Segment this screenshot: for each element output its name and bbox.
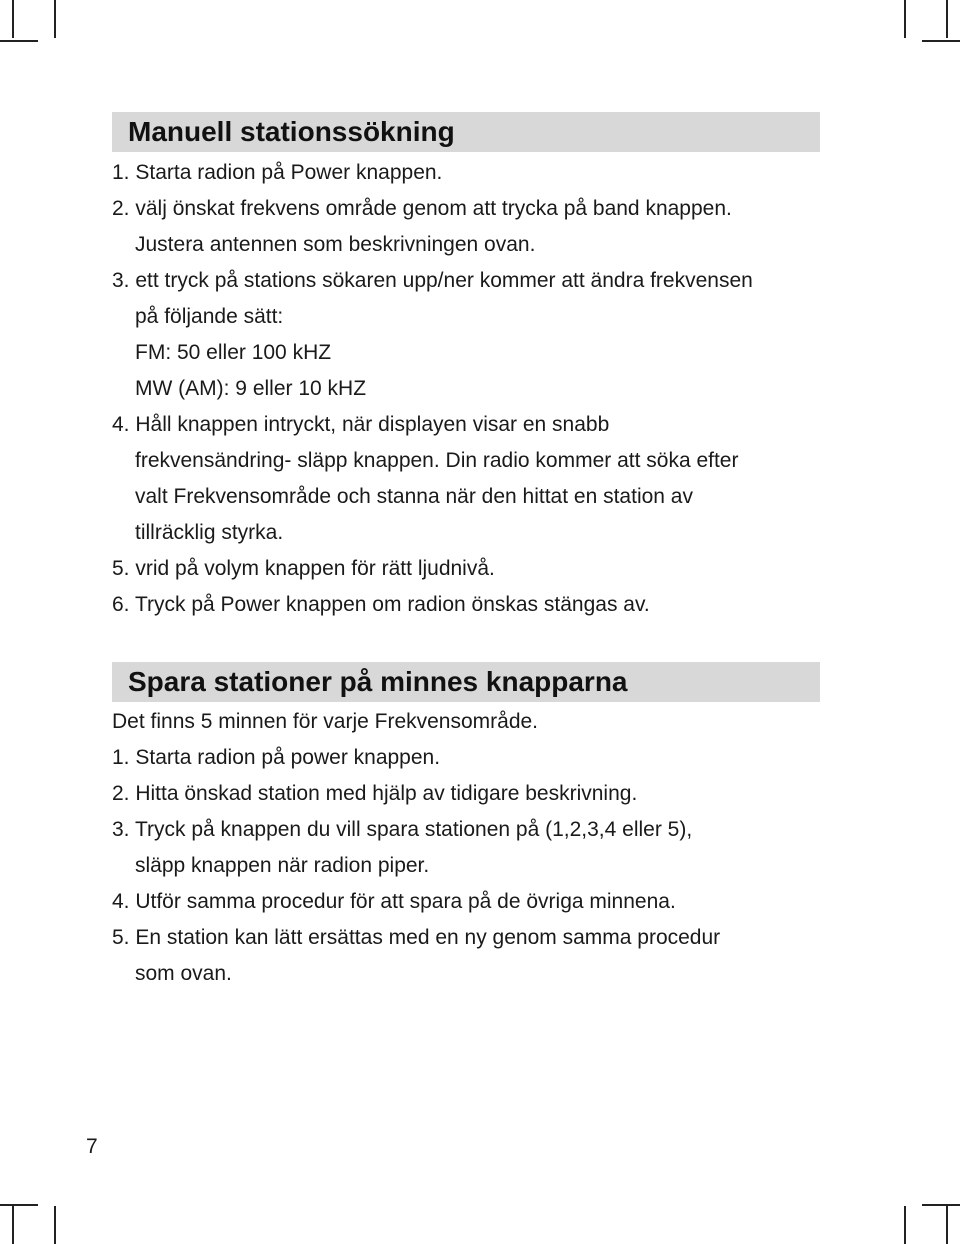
- list-item-continuation: Justera antennen som beskrivningen ovan.: [135, 233, 536, 256]
- list-item-continuation: tillräcklig styrka.: [135, 521, 284, 544]
- list-item-continuation: frekvensändring- släpp knappen. Din radio kommer att söka efter: [135, 449, 739, 472]
- crop-mark: [946, 0, 948, 38]
- paragraph: Det finns 5 minnen för varje Frekvensområde.: [112, 710, 539, 733]
- list-item: 6. Tryck på Power knappen om radion önskas stängas av.: [112, 593, 650, 616]
- crop-mark: [946, 1206, 948, 1244]
- list-item: 5. En station kan lätt ersättas med en ny genom samma procedur: [112, 926, 721, 949]
- list-item-continuation: som ovan.: [135, 962, 232, 985]
- list-item: 2. Hitta önskad station med hjälp av tidigare beskrivning.: [112, 782, 638, 805]
- crop-mark: [922, 1204, 960, 1206]
- list-item: 5. vrid på volym knappen för rätt ljudnivå.: [112, 557, 495, 580]
- crop-mark: [54, 1206, 56, 1244]
- section-title: Spara stationer på minnes knapparna: [128, 666, 628, 697]
- list-item: 1. Starta radion på Power knappen.: [112, 161, 443, 184]
- list-item: 3. ett tryck på stations sökaren upp/ner kommer att ändra frekvensen: [112, 269, 753, 292]
- crop-mark: [0, 40, 38, 42]
- list-item-continuation: MW (AM): 9 eller 10 kHZ: [135, 377, 367, 400]
- list-item-continuation: valt Frekvensområde och stanna när den hittat en station av: [135, 485, 693, 508]
- list-item: 4. Utför samma procedur för att spara på de övriga minnena.: [112, 890, 676, 913]
- crop-mark: [12, 0, 14, 38]
- crop-mark: [0, 1204, 38, 1206]
- crop-mark: [12, 1206, 14, 1244]
- list-item-continuation: på följande sätt:: [135, 305, 284, 328]
- crop-mark: [54, 0, 56, 38]
- list-item-continuation: FM: 50 eller 100 kHZ: [135, 341, 332, 364]
- crop-mark: [904, 0, 906, 38]
- list-item: 4. Håll knappen intryckt, när displayen visar en snabb: [112, 413, 610, 436]
- list-item-continuation: släpp knappen när radion piper.: [135, 854, 430, 877]
- section-heading-bar: [112, 662, 820, 702]
- section-heading-bar: [112, 112, 820, 152]
- page-number: 7: [86, 1135, 98, 1158]
- crop-mark: [922, 40, 960, 42]
- crop-mark: [904, 1206, 906, 1244]
- list-item: 1. Starta radion på power knappen.: [112, 746, 441, 769]
- section-title: Manuell stationssökning: [128, 116, 455, 147]
- list-item: 3. Tryck på knappen du vill spara stationen på (1,2,3,4 eller 5),: [112, 818, 693, 841]
- list-item: 2. välj önskat frekvens område genom att trycka på band knappen.: [112, 197, 732, 220]
